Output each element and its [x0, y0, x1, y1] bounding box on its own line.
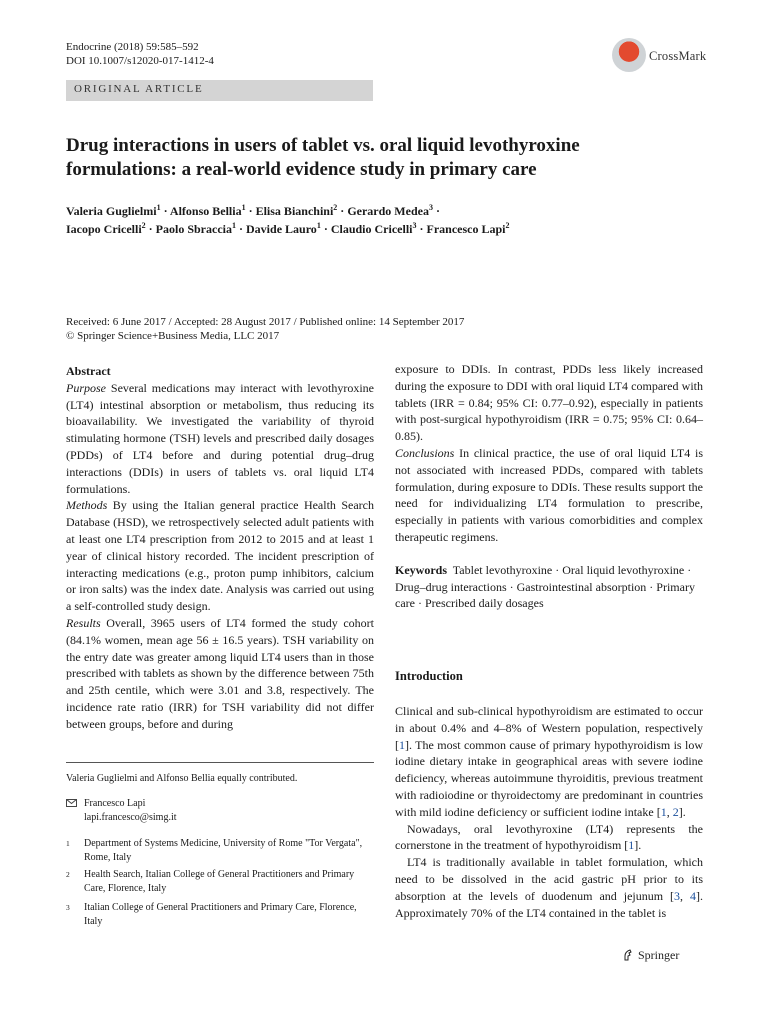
affiliation-number: 3	[66, 903, 70, 912]
author-line-2: Iacopo Cricelli$^2$ · Paolo Sbraccia$^1$ · Davide Lauro$^1$ · Claudio Cricelli$^3$ · Francesco Lapi$^2$	[66, 221, 510, 236]
crossmark-icon	[612, 38, 646, 72]
springer-horse-icon	[622, 949, 634, 961]
citation-link[interactable]: 4	[690, 888, 696, 903]
abstract-results	[66, 615, 374, 733]
journal-citation: Endocrine (2018) 59:585–592	[66, 41, 199, 53]
intro-text: LT4 is traditionally available in tablet formulation, which need to be dissolved in the acid gastric pH prior to its absorption at the levels of duodenum and jejunum [	[395, 855, 703, 903]
abstract-heading: Abstract	[66, 364, 111, 378]
author-affiliation: 2	[505, 221, 510, 230]
author-name[interactable]: Iacopo Cricelli	[66, 222, 142, 236]
author-affiliation: 2	[333, 203, 338, 212]
intro-text: ].	[678, 804, 686, 819]
abstract-purpose	[66, 380, 374, 498]
author-line-1: Valeria Guglielmi$^1$ · Alfonso Bellia$^1$ · Elisa Bianchini$^2$ · Gerardo Medea$^3$ ·	[66, 203, 440, 218]
copyright-line: © Springer Science+Business Media, LLC 2017	[66, 330, 280, 342]
keyword[interactable]: Prescribed daily dosages	[424, 596, 544, 611]
paper-title	[66, 134, 706, 181]
author-name[interactable]: Gerardo Medea	[347, 204, 429, 218]
author-name[interactable]: Elisa Bianchini	[255, 204, 334, 218]
intro-paragraph-3	[395, 854, 703, 921]
citation-link[interactable]: 2	[672, 804, 679, 819]
keyword[interactable]: Tablet levothyroxine	[452, 562, 553, 577]
keyword[interactable]: Gastrointestinal absorption	[516, 579, 647, 594]
author-name[interactable]: Paolo Sbraccia	[155, 222, 232, 236]
introduction-heading: Introduction	[395, 669, 463, 683]
keyword[interactable]: Primary care	[395, 579, 695, 611]
methods-text: By using the Italian general practice Health Search Database (HSD), we retrospectively selected adult patients with at least one LT4 prescription from 2012 to 2015 and at least 1 year of clinical history recorded. The incident prescription of interacting medications (e.g., proton pump inhibitors, calcium or iron salts) was the index date. Analysis was carried out using a self-controlled study design.	[66, 498, 375, 614]
author-affiliation: 1	[316, 221, 321, 230]
author-name[interactable]: Claudio Cricelli	[330, 222, 413, 236]
intro-text: Nowadays, oral levothyroxine (LT4) represents the cornerstone in the treatment of hypothyroidism [	[395, 821, 703, 853]
author-affiliation: 1	[232, 221, 236, 230]
author-affiliation: 1	[241, 203, 246, 212]
introduction-text	[395, 703, 703, 921]
abstract-conclusions	[395, 445, 703, 546]
author-name[interactable]: Davide Lauro	[246, 222, 317, 236]
purpose-label: Purpose	[66, 380, 106, 395]
intro-text: Clinical and sub-clinical hypothyroidism are estimated to occur in about 0.4% and 4–8% of Western population, respectively [	[395, 704, 703, 752]
results-continued: exposure to DDIs. In contrast, PDDs less likely increased during the exposure to DDI with oral liquid LT4 compared with tablets (IRR = 0.84; 95% CI: 0.77–0.92), especially in patients with post-surgical hypothyroidism (IRR = 0.75; 95% CI: 0.64–0.85).	[395, 362, 703, 444]
results-label: Results	[66, 615, 101, 630]
results-text: Overall, 3965 users of LT4 formed the study cohort (84.1% women, mean age 56 ± 16.5 years). TSH variability on the entry date was greater among liquid LT4 users than in those prescribed with tablets as shown by the difference between 75th and 25th centile, which were 3.01 and 3.8, respectively. The incidence rate ratio (IRR) for TSH variability did not differ between groups, before and during	[66, 615, 375, 731]
equal-contribution-note: Valeria Guglielmi and Alfonso Bellia equally contributed.	[66, 773, 298, 784]
author-list	[66, 202, 706, 238]
intro-text: ]. Approximately 70% of the LT4 contained in the tablet is	[395, 888, 703, 920]
author-affiliation: 3	[428, 203, 433, 212]
purpose-text: Several medications may interact with levothyroxine (LT4) intestinal absorption or metabolism, thus reducing its bioavailability. We investigated the variability of thyroid stimulating hormone (TSH) levels and prescribed daily dosages (PDDs) of LT4 before and during potential drug–drug interactions (DDIs) in users of tablets vs. oral liquid LT4 formulations.	[66, 380, 374, 496]
affiliation-text: Italian College of General Practitioners and Primary Care, Florence, Italy	[84, 902, 357, 927]
publication-dates	[66, 315, 706, 343]
intro-text: ,	[680, 888, 690, 903]
citation-link[interactable]: 1	[628, 838, 635, 853]
citation-link[interactable]: 1	[660, 804, 667, 819]
corresponding-name: Francesco Lapi	[84, 798, 146, 809]
author-affiliation: 2	[141, 221, 146, 230]
citation-link[interactable]: 3	[674, 888, 681, 903]
article-type-banner	[66, 80, 373, 101]
methods-label: Methods	[66, 498, 108, 513]
abstract-methods	[66, 497, 374, 615]
conclusions-label: Conclusions	[395, 445, 455, 460]
title-line-1: Drug interactions in users of tablet vs. oral liquid levothyroxine	[66, 135, 580, 156]
crossmark-label: CrossMark	[649, 49, 707, 63]
citation-link[interactable]: 1	[399, 737, 405, 752]
keyword[interactable]: Oral liquid levothyroxine	[562, 562, 685, 577]
journal-meta	[66, 40, 214, 68]
intro-text: ].	[634, 838, 642, 853]
author-affiliation: 1	[156, 203, 161, 212]
keywords-heading: Keywords	[395, 562, 447, 577]
publisher-logo	[622, 948, 679, 963]
crossmark-badge[interactable]	[612, 38, 707, 74]
keywords: Keywords Tablet levothyroxine · Oral liquid levothyroxine · Drug–drug interactions · Gastrointestinal absorption · Primary care · Prescribed daily dosages	[395, 562, 695, 611]
affiliation-number: 1	[66, 839, 70, 848]
abstract-column-right	[395, 361, 703, 612]
doi-link[interactable]: DOI 10.1007/s12020-017-1412-4	[66, 55, 214, 67]
intro-paragraph-1	[395, 703, 703, 821]
intro-text: ,	[666, 804, 673, 819]
intro-text: ]. The most common cause of primary hypothyroidism is low iodine dietary intake in geographical areas with severe iodine deficiency, whereas autoimmune thyroiditis, previous treatment with radioiodine or thyroidectomy are predominant in countries with mild iodine deficiency or sufficient iodine intake [	[395, 737, 703, 819]
corresponding-email[interactable]: lapi.francesco@simg.it	[84, 811, 177, 823]
envelope-icon	[66, 799, 77, 807]
title-line-2: formulations: a real-world evidence study in primary care	[66, 158, 537, 180]
author-name[interactable]: Francesco Lapi	[426, 222, 506, 236]
author-affiliation: 3	[412, 221, 417, 230]
affiliation-text: Health Search, Italian College of General Practitioners and Primary Care, Florence, Italy	[84, 869, 355, 894]
abstract-column-left	[66, 363, 374, 733]
intro-paragraph-2	[395, 821, 703, 855]
publisher-name: Springer	[638, 948, 680, 962]
author-name[interactable]: Alfonso Bellia	[169, 204, 242, 218]
conclusions-text: In clinical practice, the use of oral liquid LT4 is not associated with increased PDDs, compared with tablets formulation, during exposure to DDIs. These results support the need for individualizing LT4 formulation to prescribe, especially in patients with various comorbidities and complex therapeutic regimens.	[395, 445, 703, 544]
dates-line: Received: 6 June 2017 / Accepted: 28 August 2017 / Published online: 14 September 2017	[66, 316, 465, 328]
article-type-label: ORIGINAL ARTICLE	[74, 83, 204, 95]
affiliation-text: Department of Systems Medicine, University of Rome "Tor Vergata", Rome, Italy	[84, 838, 363, 863]
author-name[interactable]: Valeria Guglielmi	[66, 204, 157, 218]
affiliation-number: 2	[66, 870, 70, 879]
keyword[interactable]: Drug–drug interactions	[395, 579, 507, 594]
footnote-divider	[66, 762, 374, 763]
